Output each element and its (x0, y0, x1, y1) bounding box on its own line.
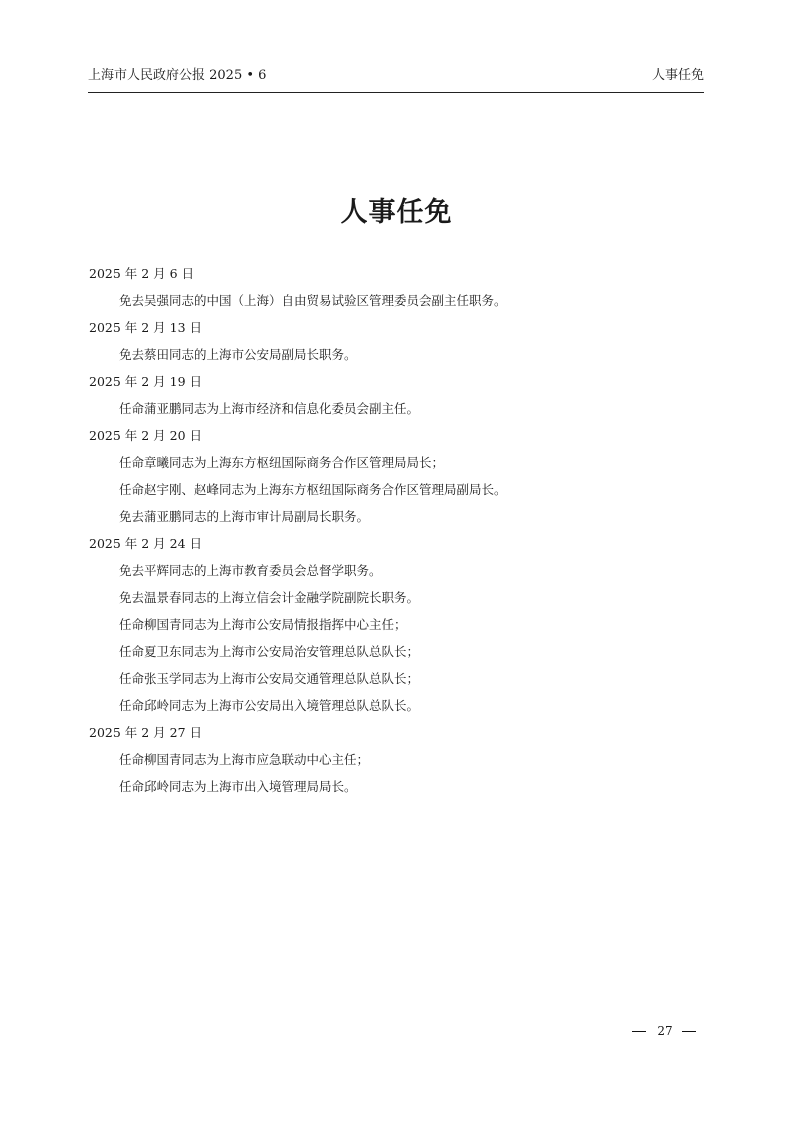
footer-dash-right (682, 1031, 696, 1032)
page-number: 27 (657, 1024, 673, 1038)
entry-item: 任命章曦同志为上海东方枢纽国际商务合作区管理局局长； (119, 455, 445, 470)
publication-title: 上海市人民政府公报 2025 • 6 (88, 68, 267, 83)
entry-item: 免去蔡田同志的上海市公安局副局长职务。 (119, 347, 357, 362)
entry-date: 2025 年 2 月 24 日 (89, 536, 203, 551)
entry-item: 任命夏卫东同志为上海市公安局治安管理总队总队长； (119, 644, 420, 659)
section-title: 人事任免 (651, 68, 704, 83)
entry-date: 2025 年 2 月 13 日 (89, 320, 203, 335)
entry-date: 2025 年 2 月 27 日 (89, 725, 203, 740)
appointments-list (89, 263, 709, 803)
entry-item: 免去温景春同志的上海立信会计金融学院副院长职务。 (119, 590, 420, 605)
entry-item: 任命柳国青同志为上海市应急联动中心主任； (119, 752, 370, 767)
entry-date: 2025 年 2 月 6 日 (89, 266, 195, 281)
header-divider (88, 92, 704, 93)
page-footer (630, 1022, 700, 1040)
entry-item: 任命邱岭同志为上海市公安局出入境管理总队总队长。 (119, 698, 420, 713)
running-header (88, 66, 704, 88)
footer-dash-left (632, 1031, 646, 1032)
page-title: 人事任免 (340, 197, 453, 228)
entry-item: 任命张玉学同志为上海市公安局交通管理总队总队长； (119, 671, 420, 686)
entry-item: 免去蒲亚鹏同志的上海市审计局副局长职务。 (119, 509, 370, 524)
entry-item: 任命柳国青同志为上海市公安局情报指挥中心主任； (119, 617, 407, 632)
entry-date: 2025 年 2 月 19 日 (89, 374, 203, 389)
entry-item: 任命蒲亚鹏同志为上海市经济和信息化委员会副主任。 (119, 401, 420, 416)
entry-item: 免去平辉同志的上海市教育委员会总督学职务。 (119, 563, 382, 578)
entry-date: 2025 年 2 月 20 日 (89, 428, 203, 443)
entry-item: 任命赵宇刚、赵峰同志为上海东方枢纽国际商务合作区管理局副局长。 (119, 482, 507, 497)
entry-item: 免去吴强同志的中国（上海）自由贸易试验区管理委员会副主任职务。 (119, 293, 507, 308)
entry-item: 任命邱岭同志为上海市出入境管理局局长。 (119, 779, 357, 794)
